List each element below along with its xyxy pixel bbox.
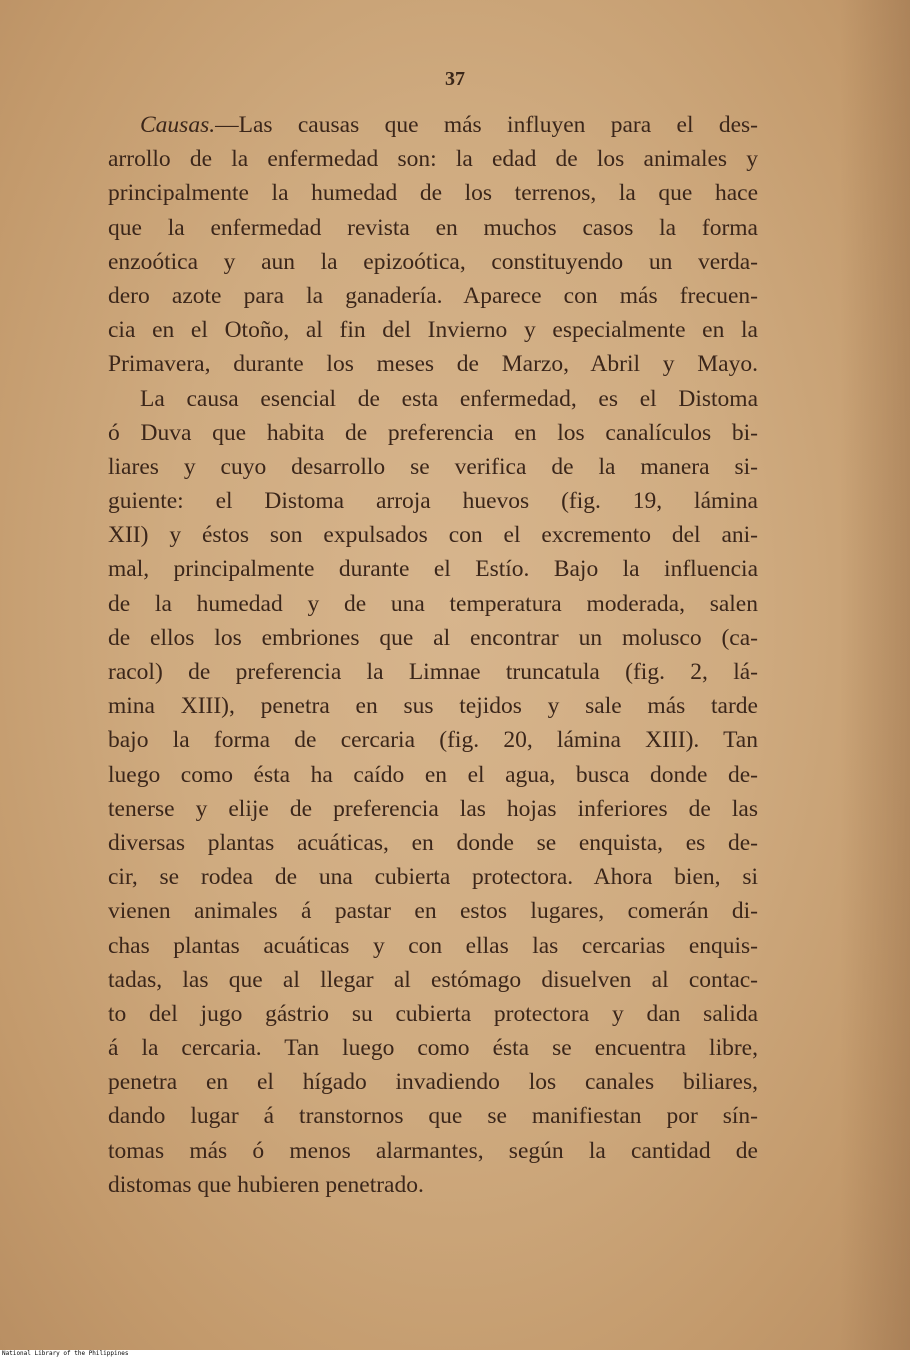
- text-line: cia en el Otoño, al fin del Invierno y especialmente en la: [108, 317, 758, 344]
- text-line: dando lugar á transtornos que se manifiestan por sín-: [108, 1103, 758, 1130]
- text-line: distomas que hubieren penetrado.: [108, 1171, 424, 1198]
- text-line: principalmente la humedad de los terrenos, la que hace: [108, 180, 758, 207]
- page-edge-shadow: [840, 0, 910, 1350]
- text-line: penetra en el hígado invadiendo los canales biliares,: [108, 1069, 758, 1096]
- footer-credit: National Library of the Philippines: [0, 1350, 910, 1358]
- text-line: bajo la forma de cercaria (fig. 20, lámina XIII). Tan: [108, 727, 758, 754]
- section-lead-word: Causas.: [140, 112, 216, 138]
- text-line: ó Duva que habita de preferencia en los canalículos bi-: [108, 419, 758, 446]
- text-line: dero azote para la ganadería. Aparece con más frecuen-: [108, 282, 758, 309]
- text-line: tenerse y elije de preferencia las hojas inferiores de las: [108, 795, 758, 822]
- text-line: á la cercaria. Tan luego como ésta se encuentra libre,: [108, 1035, 758, 1062]
- text-line: XII) y éstos son expulsados con el excremento del ani-: [108, 522, 758, 549]
- text-line: Primavera, durante los meses de Marzo, Abril y Mayo.: [108, 351, 758, 378]
- text-line: de ellos los embriones que al encontrar un molusco (ca-: [108, 624, 758, 651]
- text-line: diversas plantas acuáticas, en donde se enquista, es de-: [108, 829, 758, 856]
- text-line: to del jugo gástrio su cubierta protectora y dan salida: [108, 1000, 758, 1027]
- text-line: chas plantas acuáticas y con ellas las cercarias enquis-: [108, 932, 758, 959]
- text-line: de la humedad y de una temperatura moderada, salen: [108, 590, 758, 617]
- body-text: [108, 108, 758, 1202]
- text-line: [108, 108, 758, 142]
- page-number: 37: [445, 68, 465, 90]
- text-line: tadas, las que al llegar al estómago disuelven al contac-: [108, 966, 758, 993]
- text-line: arrollo de la enfermedad son: la edad de los animales y: [108, 146, 758, 173]
- text-line: mal, principalmente durante el Estío. Bajo la influencia: [108, 556, 758, 583]
- text-line: guiente: el Distoma arroja huevos (fig. 19, lámina: [108, 488, 758, 515]
- text-line: que la enfermedad revista en muchos casos la forma: [108, 214, 758, 241]
- text-line: vienen animales á pastar en estos lugares, comerán di-: [108, 898, 758, 925]
- text-line: luego como ésta ha caído en el agua, busca donde de-: [108, 761, 758, 788]
- text-line: racol) de preferencia la Limnae truncatula (fig. 2, lá-: [108, 659, 758, 685]
- text-line: liares y cuyo desarrollo se verifica de la manera si-: [108, 453, 758, 480]
- text-line: mina XIII), penetra en sus tejidos y sale más tarde: [108, 693, 758, 720]
- text-line: La causa esencial de esta enfermedad, es el Distoma: [140, 385, 758, 412]
- text-line: tomas más ó menos alarmantes, según la cantidad de: [108, 1137, 758, 1164]
- text-line: cir, se rodea de una cubierta protectora. Ahora bien, si: [108, 864, 758, 891]
- text-line-content: —Las causas que más influyen para el des-: [215, 112, 758, 138]
- text-line: enzoótica y aun la epizoótica, constituyendo un verda-: [108, 248, 758, 275]
